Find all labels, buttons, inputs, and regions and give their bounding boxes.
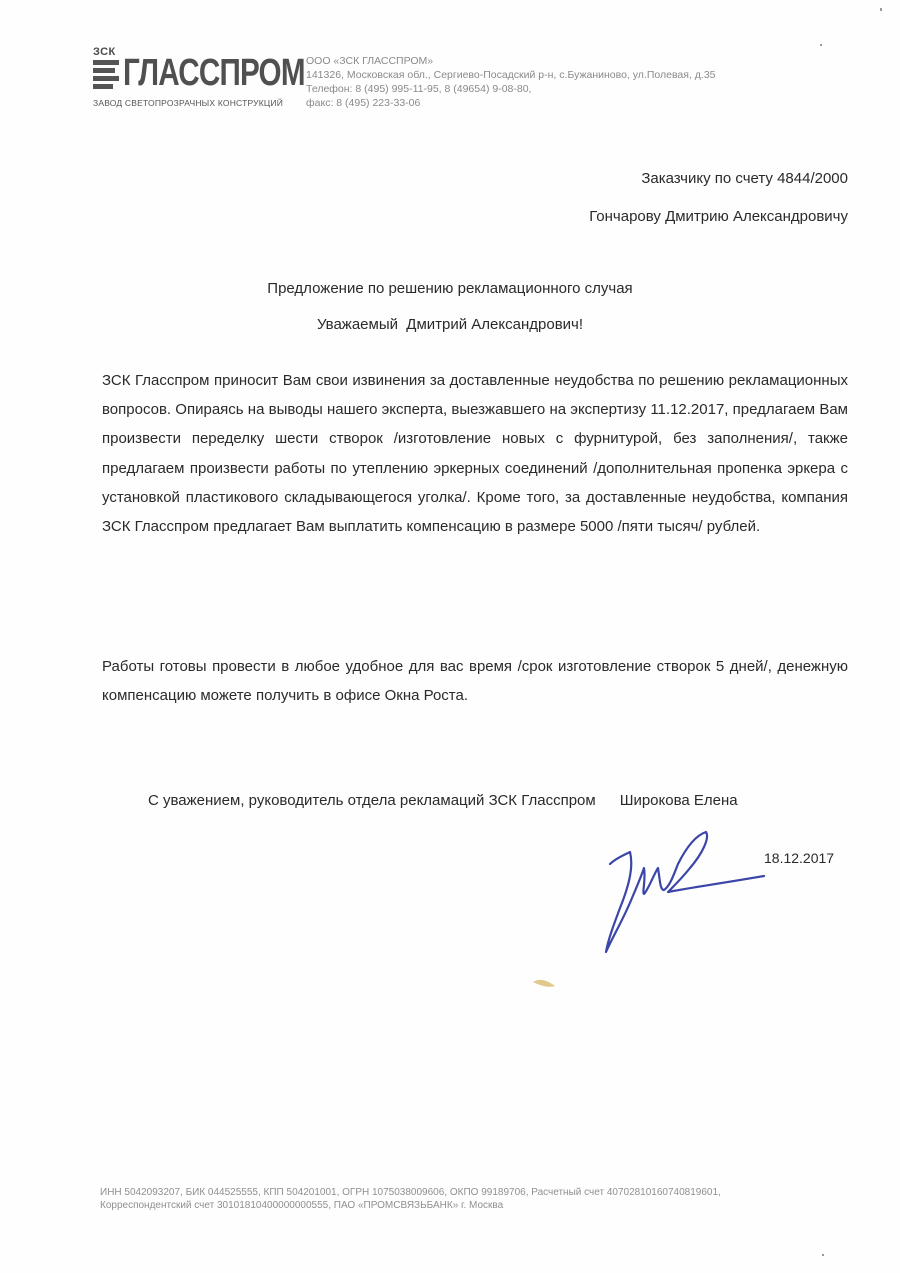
- bank-details-footer: [100, 1186, 721, 1212]
- scan-speck: [880, 8, 882, 11]
- handwritten-signature-icon: [598, 828, 768, 958]
- letter-date: 18.12.2017: [764, 850, 835, 866]
- company-header: [306, 54, 716, 110]
- closing-line: [148, 792, 738, 809]
- logo-tagline: ЗАВОД СВЕТОПРОЗРАЧНЫХ КОНСТРУКЦИЙ: [93, 98, 284, 108]
- logo-wordmark: ГЛАССПРОМ: [123, 52, 305, 94]
- footer-line-1: ИНН 5042093207, БИК 044525555, КПП 504201001, ОГРН 1075038009606, ОКПО 99189706, Расчетный счет 40702810160740819601,: [100, 1187, 721, 1198]
- recipient-invoice: Заказчику по счету 4844/2000: [641, 170, 848, 187]
- company-address: 141326, Московская обл., Сергиево-Посадский р-н, с.Бужаниново, ул.Полевая, д.35: [306, 69, 716, 81]
- body-paragraph-2: Работы готовы провести в любое удобное для вас время /срок изготовление створок 5 дней/, денежную компенсацию можете получить в офисе Окна Роста.: [102, 658, 848, 705]
- footer-line-2: Корреспондентский счет 30101810400000000555, ПАО «ПРОМСВЯЗЬБАНК» г. Москва: [100, 1200, 504, 1211]
- recipient-name: Гончарову Дмитрию Александровичу: [589, 208, 848, 225]
- company-phone: Телефон: 8 (495) 995-11-95, 8 (49654) 9-08-80,: [306, 83, 532, 95]
- stain-mark-icon: [531, 976, 557, 992]
- company-name: ООО «ЗСК ГЛАССПРОМ»: [306, 55, 434, 67]
- logo-stripes-icon: [93, 60, 119, 92]
- logo-zsk-text: ЗСК: [93, 46, 116, 58]
- body-paragraph-1: ЗСК Гласспром приносит Вам свои извинения за доставленные неудобства по решению рекламационных вопросов. Опираясь на выводы нашего эксперта, выезжавшего на экспертизу 11.12.2017, предлагаем Вам произвести переделку шести створок /изготовление новых с фурнитурой, без заполнения/, также предлагаем произвести работы по утеплению эркерных соединений /дополнительная пропенка эркера с установкой пластикового складывающегося уголка/. Кроме того, за доставленные неудобства, компания ЗСК Гласспром предлагает Вам выплатить компенсацию в размере 5000 /пяти тысяч/ рублей.: [102, 372, 848, 536]
- scan-speck: [820, 44, 822, 46]
- company-logo: [93, 46, 305, 110]
- closing-text: С уважением, руководитель отдела рекламаций ЗСК Гласспром: [148, 792, 596, 809]
- company-fax: факс: 8 (495) 223-33-06: [306, 97, 421, 109]
- salutation: Уважаемый Дмитрий Александрович!: [316, 316, 584, 333]
- letter-title: Предложение по решению рекламационного случая: [267, 280, 633, 297]
- signer-name: Широкова Елена: [619, 792, 738, 809]
- scan-speck: [822, 1254, 824, 1256]
- recipient-block: [589, 168, 848, 244]
